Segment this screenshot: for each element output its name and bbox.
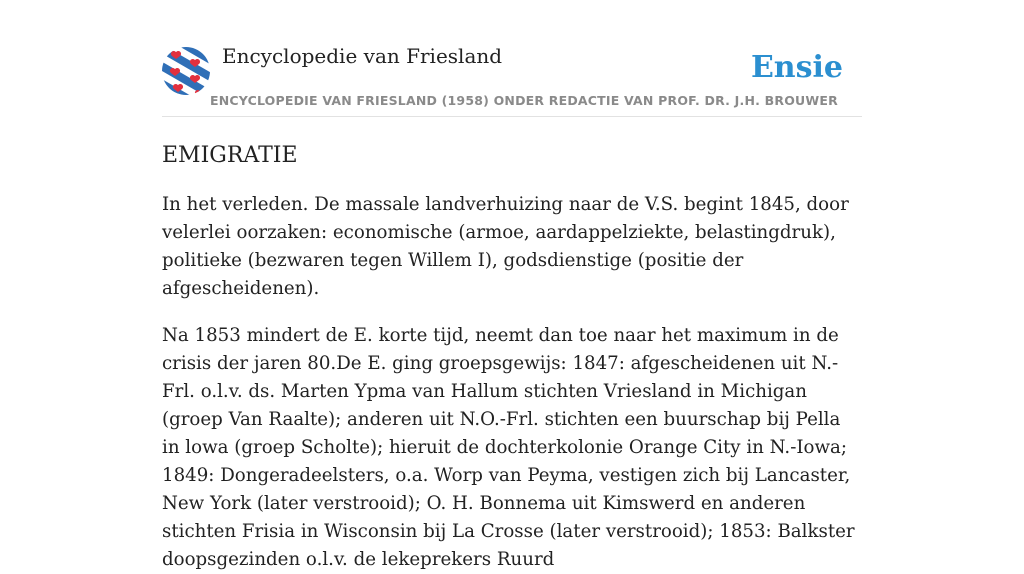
page [162,0,862,570]
site-subtitle: ENCYCLOPEDIE VAN FRIESLAND (1958) ONDER REDACTIE VAN PROF. DR. J.H. BROUWER [210,93,838,108]
article-paragraph: Na 1853 mindert de E. korte tijd, neemt dan toe naar het maximum in de crisis der jaren 80.De E. ging groepsgewijs: 1847: afgescheidenen uit N.-Frl. o.l.v. ds. Marten Ypma van Hallum stichten Vriesland in Michigan (groep Van Raalte); anderen uit N.O.-Frl. stichten een buurschap bij Pella in lowa (groep Scholte); hieruit de dochterkolonie Orange City in N.-Iowa; 1849: Dongeradeelsters, o.a. Worp van Peyma, vestigen zich bij Lancaster, New York (later verstrooid); O. H. Bonnema uit Kimswerd en anderen stichten Frisia in Wisconsin bij La Crosse (later verstrooid); 1853: Balkster doopsgezinden o.l.v. de lekeprekers Ruurd [162,325,855,570]
friesland-flag-logo-icon[interactable] [162,47,210,95]
article-paragraph: In het verleden. De massale landverhuizing naar de V.S. begint 1845, door velerlei oorzaken: economische (armoe, aardappelziekte, belastingdruk), politieke (bezwaren tegen Willem I), godsdienstige (positie der afgescheidenen). [162,194,849,299]
entry-title: EMIGRATIE [162,143,298,168]
site-header [162,0,862,117]
site-title-link[interactable]: Encyclopedie van Friesland [222,44,503,68]
ensie-brand-logo[interactable]: Ensie [750,50,843,85]
